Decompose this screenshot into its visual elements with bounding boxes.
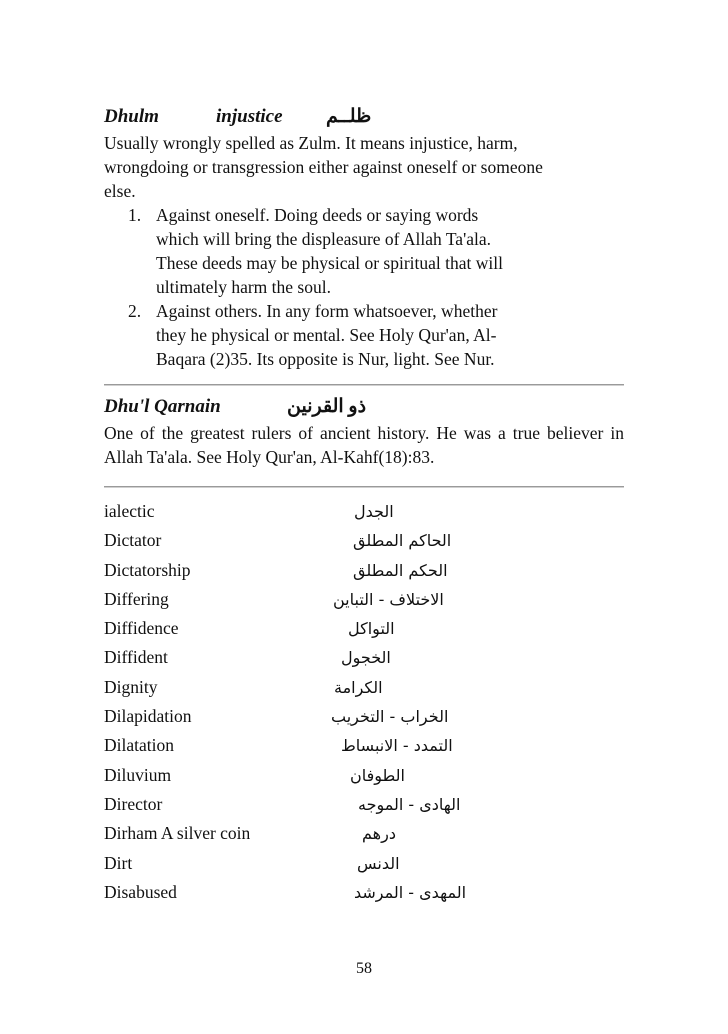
- vocab-arabic: الطوفان: [350, 765, 405, 785]
- vocab-arabic: المهدى - المرشد: [354, 882, 467, 902]
- list-item: [104, 299, 503, 371]
- vocab-arabic: الحكم المطلق: [353, 560, 448, 580]
- vocab-row: [104, 673, 624, 702]
- numbered-list: [104, 203, 503, 371]
- vocab-row: [104, 643, 624, 672]
- vocab-english: Dictatorship: [104, 559, 191, 580]
- vocab-english: Dignity: [104, 676, 158, 697]
- vocab-row: [104, 761, 624, 790]
- vocab-arabic: درهم: [362, 824, 396, 844]
- definition-line: One of the greatest rulers of ancient history. He was a true: [104, 423, 541, 443]
- vocab-arabic: التواكل: [348, 619, 395, 639]
- list-number: 1.: [128, 205, 142, 225]
- list-line: they he physical or mental. See Holy Qur'an, Al-: [156, 325, 497, 345]
- vocab-row: [104, 790, 624, 819]
- vocab-row: [104, 702, 624, 731]
- section-divider: [104, 384, 624, 386]
- vocab-english: Diffident: [104, 647, 168, 668]
- vocab-english: Dilapidation: [104, 706, 192, 727]
- vocab-english: Dictator: [104, 530, 162, 551]
- vocab-row: [104, 731, 624, 760]
- list-line: ultimately harm the soul.: [156, 277, 331, 297]
- vocab-arabic: الدنس: [357, 853, 400, 873]
- vocab-row: [104, 585, 624, 614]
- vocab-row: [104, 878, 624, 907]
- vocab-english: Dirham A silver coin: [104, 823, 251, 844]
- vocab-english: Diffidence: [104, 618, 179, 639]
- vocab-english: Director: [104, 793, 163, 814]
- vocab-row: [104, 849, 624, 878]
- vocab-arabic: التمدد - الانبساط: [341, 736, 453, 756]
- entry-arabic: ذو القرنين: [287, 396, 367, 417]
- list-line: These deeds may be physical or spiritual that will: [156, 253, 503, 273]
- vocab-arabic: الاختلاف - التباين: [333, 589, 444, 609]
- vocab-english: Dilatation: [104, 735, 174, 756]
- vocabulary-list: [104, 497, 624, 907]
- vocab-arabic: الخجول: [341, 648, 391, 668]
- vocab-arabic: الكرامة: [334, 677, 383, 697]
- document-page: [104, 0, 624, 1034]
- vocab-arabic: الخراب - التخريب: [331, 707, 449, 727]
- definition-line: Usually wrongly spelled as Zulm. It means injustice, harm,: [104, 133, 518, 153]
- entry-gloss: injustice: [216, 106, 283, 127]
- definition-line: believer in Allah Ta'ala. See Holy Qur'an, Al-Kahf(18):83.: [104, 423, 625, 467]
- entry-definition: [104, 131, 624, 203]
- definition-line: else.: [104, 181, 136, 201]
- vocab-row: [104, 497, 624, 526]
- vocab-row: [104, 819, 624, 848]
- entry-term: Dhu'l Qarnain: [104, 396, 221, 417]
- list-line: Against others. In any form whatsoever, whether: [156, 301, 498, 321]
- list-line: which will bring the displeasure of Allah Ta'ala.: [156, 229, 491, 249]
- list-line: Against oneself. Doing deeds or saying words: [156, 205, 479, 225]
- vocab-arabic: الهادى - الموجه: [358, 794, 461, 814]
- vocab-english: Dirt: [104, 852, 133, 873]
- list-line: Baqara (2)35. Its opposite is Nur, light. See Nur.: [156, 349, 495, 369]
- section-divider: [104, 486, 624, 488]
- entry-arabic: ظلــم: [326, 106, 372, 127]
- vocab-english: ialectic: [104, 501, 155, 521]
- vocab-english: Differing: [104, 588, 169, 609]
- page-number: 58: [356, 960, 372, 977]
- vocab-english: Diluvium: [104, 764, 172, 785]
- list-number: 2.: [128, 301, 142, 321]
- vocab-arabic: الجدل: [354, 502, 394, 521]
- vocab-row: [104, 556, 624, 585]
- vocab-english: Disabused: [104, 881, 177, 902]
- list-item: [104, 203, 503, 299]
- entry-term: Dhulm: [104, 106, 159, 127]
- vocab-row: [104, 614, 624, 643]
- entry-definition: [104, 421, 624, 469]
- vocab-arabic: الحاكم المطلق: [353, 531, 452, 551]
- definition-line: wrongdoing or transgression either against oneself or someone: [104, 157, 543, 177]
- vocab-row: [104, 526, 624, 555]
